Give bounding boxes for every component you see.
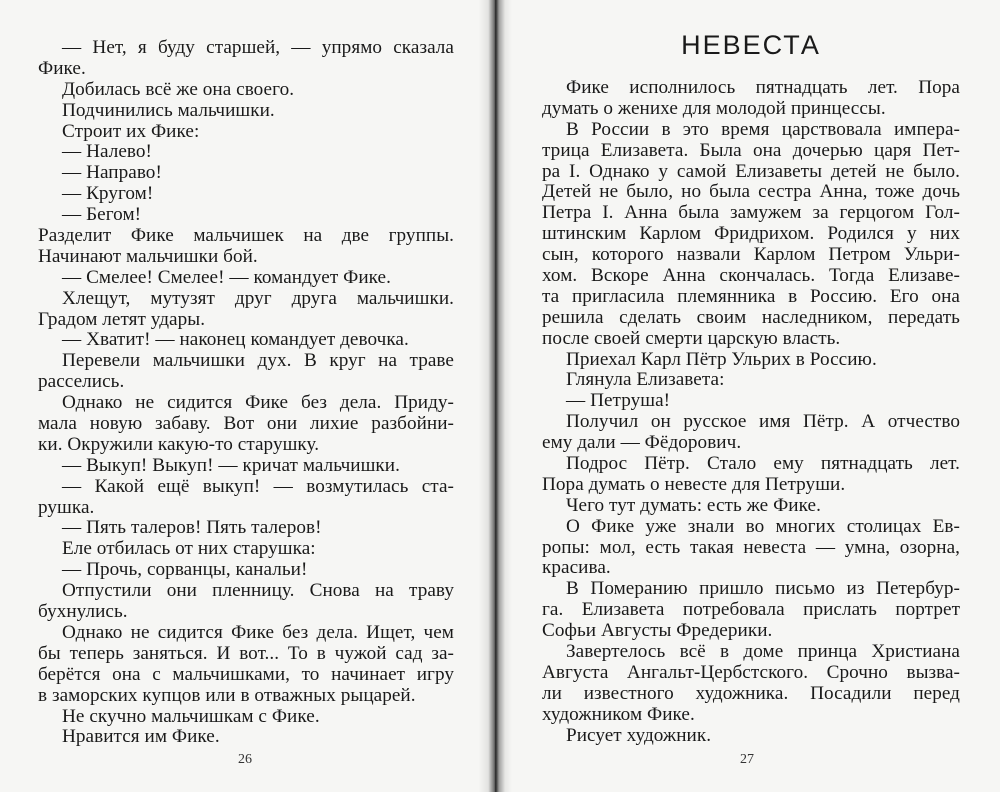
text-line: В Померанию пришло письмо из Петербур- (566, 578, 960, 600)
text-line: Однако не сидится Фике без дела. Приду- (62, 392, 454, 414)
text-line: — Нет, я буду старшей, — упрямо сказала (62, 37, 454, 58)
text-line: художником Фике. (542, 703, 695, 725)
text-line: ему дали — Фёдорович. (542, 432, 742, 454)
text-line: Софьи Августы Фредерики. (542, 620, 773, 642)
text-line: Глянула Елизавета: (566, 369, 725, 391)
text-line: бы теперь заняться. И вот... То в чужой сад за- (38, 642, 454, 664)
text-line: берётся она с мальчишками, то начинает игру (38, 663, 454, 685)
text-line: после своей смерти царскую власть. (542, 327, 841, 349)
text-line: Петра I. Анна была замужем за герцогом Гол- (542, 202, 960, 224)
text-line: Августа Ангальт-Цербстского. Срочно вызва- (542, 661, 960, 683)
text-line: ки. Окружили какую-то старушку. (38, 433, 320, 455)
text-line: Рисует художник. (566, 724, 712, 746)
text-line: сын, которого назвали Карлом Петром Ульри- (542, 244, 960, 266)
text-line: — Смелее! Смелее! — командует Фике. (62, 266, 391, 288)
text-line: Отпустили они пленницу. Снова на траву (62, 580, 454, 602)
text-line: Нравится им Фике. (62, 726, 220, 748)
text-line: расселись. (38, 371, 125, 393)
text-line: — Пять талеров! Пять талеров! (62, 517, 322, 539)
text-line: трица Елизавета. Была она дочерью царя Пет- (542, 139, 960, 161)
text-line: — Петруша! (566, 390, 671, 412)
text-line: Чего тут думать: есть же Фике. (566, 494, 821, 516)
text-line: в заморских купцов или в отважных рыцарей. (38, 684, 416, 706)
text-line: бухнулись. (38, 601, 128, 623)
text-line: Не скучно мальчишкам с Фике. (62, 705, 320, 727)
text-line: О Фике уже знали во многих столицах Ев- (566, 515, 960, 537)
text-line: та пригласила племянника в Россию. Его она (542, 285, 960, 307)
text-line: Фике. (38, 57, 86, 79)
text-line: Перевели мальчишки дух. В круг на траве (62, 350, 454, 372)
text-line: решила сделать своим наследником, передать (542, 306, 960, 328)
text-line: — Бегом! (62, 204, 142, 226)
left-page (0, 0, 478, 792)
text-line: хом. Вскоре Анна скончалась. Тогда Елизаве- (542, 265, 960, 287)
text-line: Фике исполнилось пятнадцать лет. Пора (566, 77, 960, 98)
text-line: Получил он русское имя Пётр. А отчество (566, 411, 960, 433)
text-line: — Какой ещё выкуп! — возмутилась ста- (62, 475, 454, 497)
text-line: — Хватит! — наконец командует девочка. (62, 329, 409, 351)
left-page-number: 26 (238, 752, 252, 767)
text-line: Пора думать о невесте для Петруши. (542, 473, 846, 495)
text-line: — Выкуп! Выкуп! — кричат мальчишки. (62, 454, 400, 476)
chapter-title: НЕВЕСТА (681, 30, 821, 60)
text-line: Строит их Фике: (62, 120, 200, 142)
text-line: — Налево! (62, 141, 152, 163)
text-line: га. Елизавета потребовала прислать портрет (542, 599, 960, 621)
text-line: Приехал Карл Пётр Ульрих в Россию. (566, 348, 877, 370)
text-line: красива. (542, 557, 611, 579)
text-line: Начинают мальчишки бой. (38, 245, 258, 267)
text-line: Добилась всё же она своего. (62, 78, 295, 100)
text-line: штинским Карлом Фридрихом. Родился у них (542, 223, 960, 245)
text-line: Детей не было, но была сестра Анна, тоже дочь (542, 181, 960, 203)
right-page-body (542, 78, 960, 747)
text-line: мала новую забаву. Вот они лихие разбойни- (38, 413, 454, 435)
text-line: Подрос Пётр. Стало ему пятнадцать лет. (566, 453, 960, 475)
text-line: ропы: мол, есть такая невеста — умна, озорна, (542, 536, 960, 558)
text-line: Разделит Фике мальчишек на две группы. (38, 225, 454, 247)
text-line: — Кругом! (62, 183, 154, 205)
text-line: ра I. Однако у самой Елизаветы детей не было. (542, 160, 960, 182)
text-line: — Направо! (62, 162, 162, 184)
book-gutter (478, 0, 512, 792)
text-line: ли известного художника. Посадили перед (542, 682, 960, 704)
text-line: Подчинились мальчишки. (62, 99, 275, 121)
right-page (512, 0, 1000, 792)
text-line: Однако не сидится Фике без дела. Ищет, чем (62, 621, 454, 643)
text-line: — Прочь, сорванцы, канальи! (62, 559, 308, 581)
text-line: рушка. (38, 496, 95, 518)
left-page-body (38, 38, 454, 748)
text-line: В России в это время царствовала импера- (566, 118, 960, 140)
right-page-number: 27 (740, 752, 754, 767)
text-line: Градом летят удары. (38, 308, 206, 330)
text-line: думать о женихе для молодой принцессы. (542, 97, 886, 119)
text-line: Завертелось всё в доме принца Христиана (566, 641, 960, 663)
text-line: Еле отбилась от них старушка: (62, 538, 316, 560)
text-line: Хлещут, мутузят друг друга мальчишки. (62, 287, 454, 309)
